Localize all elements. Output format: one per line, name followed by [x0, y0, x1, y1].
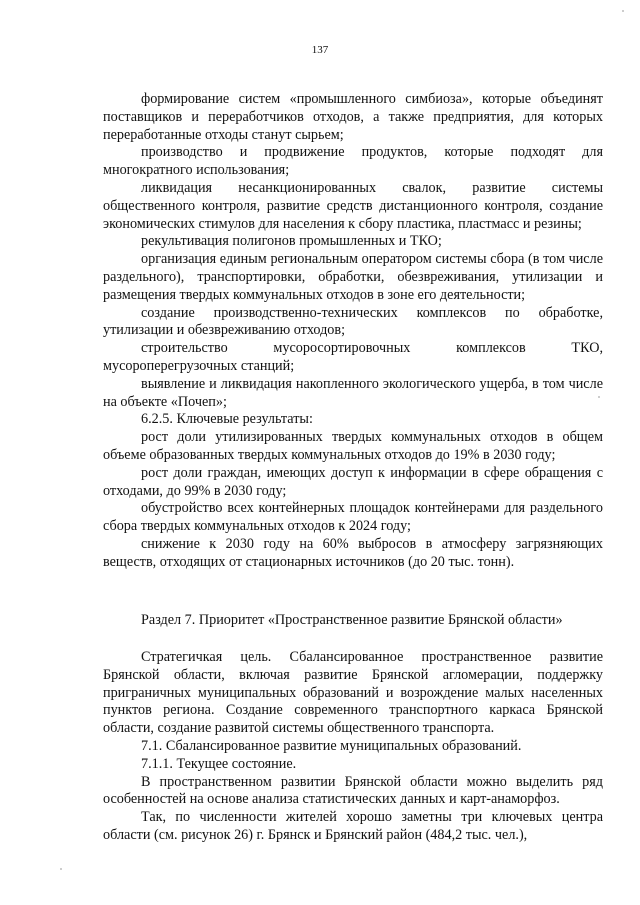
- paragraph: создание производственно-технических комплексов по обработке, утилизации и обезвреживанию отходов;: [103, 304, 603, 339]
- paragraph: 7.1. Сбалансированное развитие муниципальных образований.: [141, 737, 522, 754]
- body-text-top: [103, 91, 603, 572]
- paragraph: рекультивация полигонов промышленных и ТКО;: [141, 233, 442, 250]
- paragraph: рост доли утилизированных твердых коммунальных отходов в общем объеме образованных твердых коммунальных отходов до 19% в 2030 году;: [103, 429, 603, 463]
- scan-speck: [60, 868, 62, 870]
- paragraph: производство и продвижение продуктов, которые подходят для многократного использования;: [103, 144, 603, 179]
- scan-speck: [598, 396, 600, 398]
- paragraph: формирование систем «промышленного симбиоза», которые объединят поставщиков и переработчиков отходов, а также предприятия, для которых переработанные отходы станут сырьем;: [103, 91, 603, 143]
- paragraph: ликвидация несанкционированных свалок, развитие системы общественного контроля, развитие средств дистанционного контроля, создание экономических стимулов для населения к сбору пластика, пластмасс и резины;: [103, 179, 603, 232]
- paragraph: Стратегичкая цель. Сбалансированное пространственное развитие Брянской области, включая развитие Брянской агломерации, поддержку приграничных муниципальных образований и возрождение малых населенных пунктов региона. Создание современного транспортного каркаса Брянской области, создание развитой системы общественного транспорта.: [103, 649, 603, 737]
- paragraph: рост доли граждан, имеющих доступ к информации в сфере обращения с отходами, до 99% в 2030 году;: [103, 464, 603, 499]
- body-text-bottom: [103, 649, 603, 845]
- scan-speck: [622, 10, 624, 12]
- paragraph: выявление и ликвидация накопленного экологического ущерба, в том числе на объекте «Почеп»;: [103, 375, 603, 410]
- page-number: 137: [311, 44, 329, 56]
- paragraph: снижение к 2030 году на 60% выбросов в атмосферу загрязняющих веществ, отходящих от стационарных источников (до 20 тыс. тонн).: [103, 535, 603, 570]
- paragraph: 7.1.1. Текущее состояние.: [141, 755, 297, 772]
- paragraph: строительство мусоросортировочных комплексов ТКО, мусороперегрузочных станций;: [103, 340, 603, 374]
- paragraph: Так, по численности жителей хорошо заметны три ключевых центра области (см. рисунок 26) г. Брянск и Брянский район (484,2 тыс. чел.),: [103, 809, 603, 843]
- section-heading: Раздел 7. Приоритет «Пространственное развитие Брянской области»: [141, 612, 563, 628]
- paragraph: обустройство всех контейнерных площадок контейнерами для раздельного сбора твердых коммунальных отходов к 2024 году;: [103, 500, 603, 535]
- subsection-heading: 6.2.5. Ключевые результаты:: [141, 411, 313, 428]
- paragraph: В пространственном развитии Брянской области можно выделить ряд особенностей на основе анализа статистических данных и карт-анаморфоз.: [103, 773, 603, 808]
- paragraph: организация единым региональным оператором системы сбора (в том числе раздельного), транспортировки, обработки, обезвреживания, утилизации и размещения твердых коммунальных отходов в зоне его деятельности;: [103, 251, 603, 303]
